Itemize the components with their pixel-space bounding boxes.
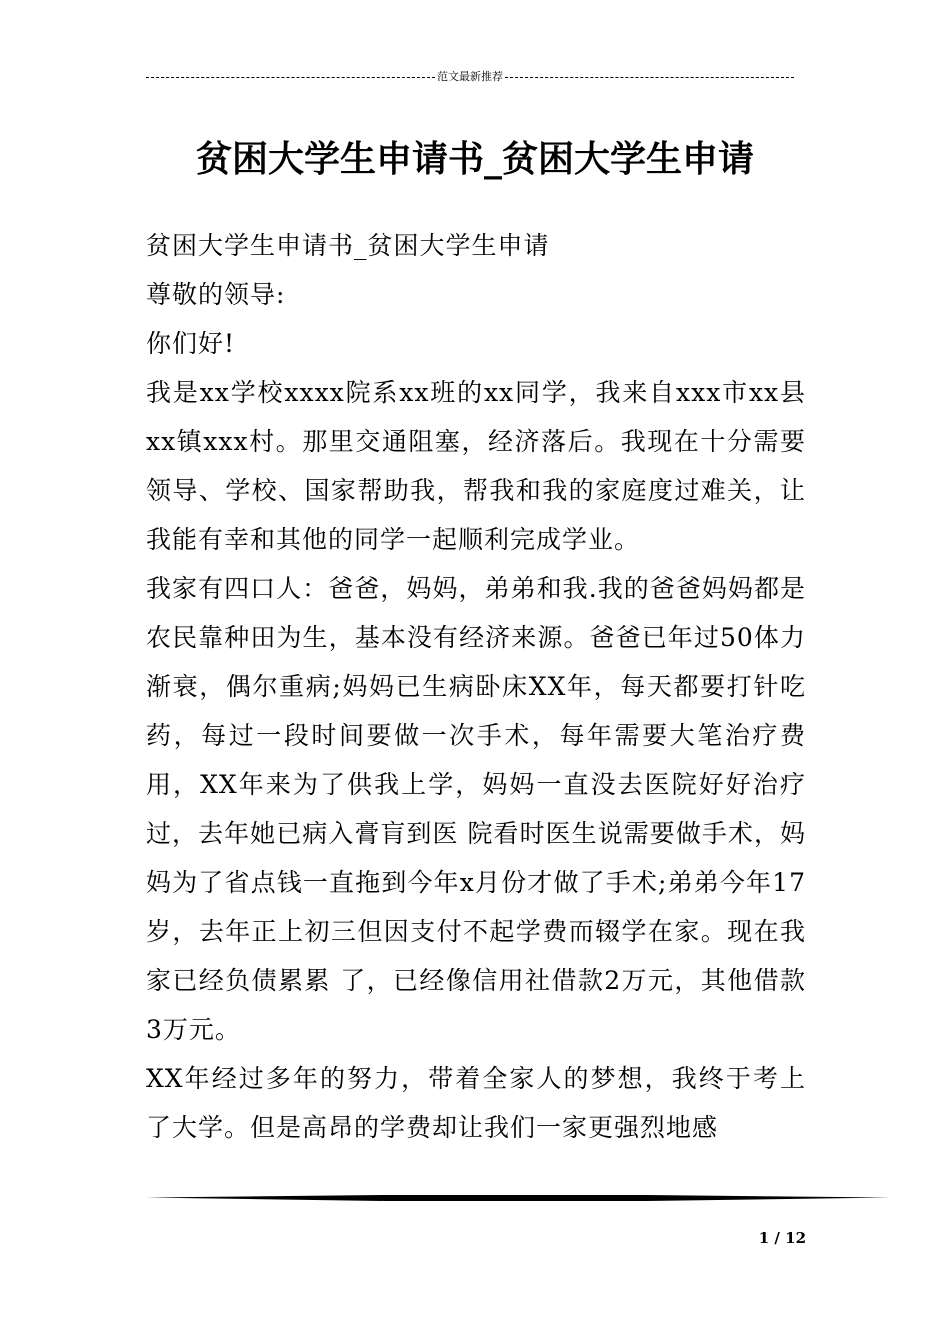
paragraph-family-situation: 我家有四口人：爸爸，妈妈，弟弟和我.我的爸爸妈妈都是农民靠种田为生，基本没有经济来源。爸爸已年过50体力渐衰，偶尔重病;妈妈已生病卧床XX年，每天都要打针吃药，每过一段时间要做一次手术，每年需要大笔治疗费用，XX年来为了供我上学，妈妈一直没去医院好好治疗过，去年她已病入膏肓到医 院看时医生说需要做手术，妈妈为了省点钱一直拖到今年x月份才做了手术;弟弟今年17岁，去年正上初三但因支付不起学费而辍学在家。现在我家已经负债累累 了，已经像信用社借款2万元，其他借款3万元。 [146,574,806,1044]
header-label: 范文最新推荐 [437,70,503,83]
footer-rule [146,1194,890,1202]
paragraph-salutation: 尊敬的领导: [146,280,286,309]
header-dash-right [505,77,794,78]
header-rule [146,70,794,84]
footer-rule-line [146,1194,890,1202]
paragraph-introduction: 我是xx学校xxxx院系xx班的xx同学，我来自xxx市xx县xx镇xxx村。那里交通阻塞，经济落后。我现在十分需要领导、学校、国家帮助我，帮我和我的家庭度过难关，让我能有幸和其他的同学一起顺利完成学业。 [146,378,806,554]
document-body [146,221,806,1152]
document-title: 贫困大学生申请书_贫困大学生申请 [195,139,754,180]
paragraph-college-admission: XX年经过多年的努力，带着全家人的梦想，我终于考上了大学。但是高昂的学费却让我们一家更强烈地感 [146,1064,806,1142]
header-dash-left [146,77,435,78]
page-number: 1 / 12 [758,1229,806,1247]
paragraph-greeting: 你们好! [146,329,236,358]
paragraph-subtitle: 贫困大学生申请书_贫困大学生申请 [146,231,550,260]
